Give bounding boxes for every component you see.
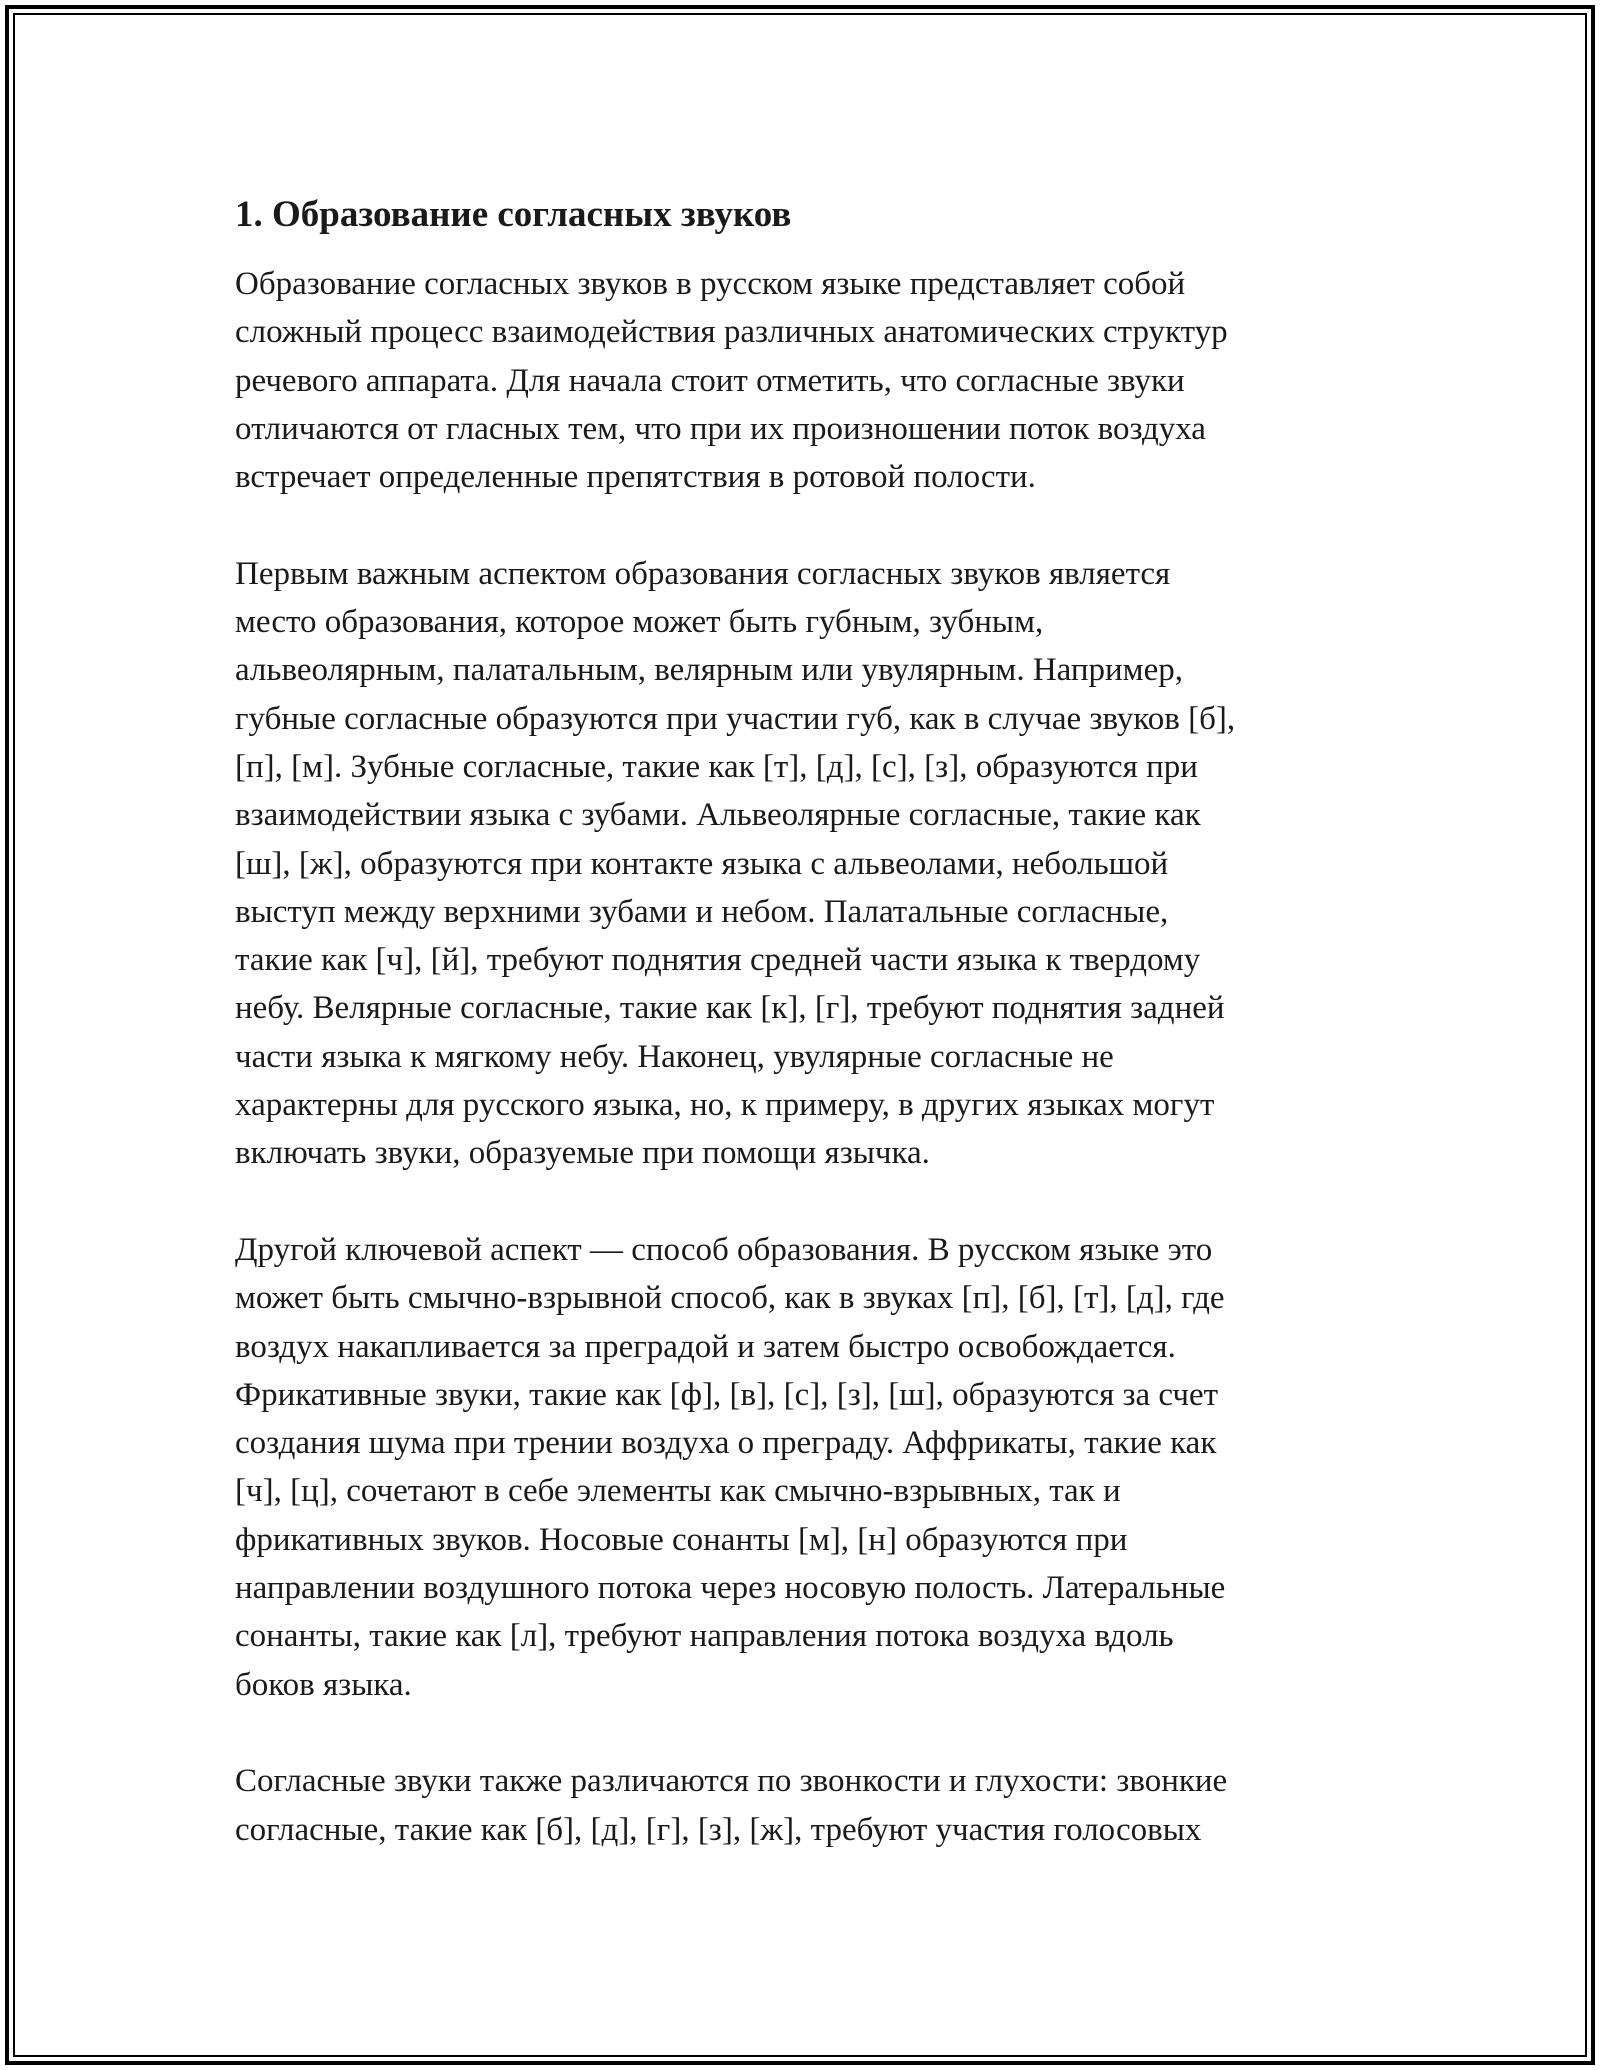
paragraph-2 <box>235 550 1365 1178</box>
text-line: взаимодействии языка с зубами. Альвеолярные согласные, такие как <box>235 797 1201 834</box>
text-line: фрикативных звуков. Носовые сонанты [м], [н] образуются при <box>235 1521 1128 1558</box>
text-line: части языка к мягкому небу. Наконец, увулярные согласные не <box>235 1038 1114 1075</box>
text-line: место образования, которое может быть губным, зубным, <box>235 604 1044 641</box>
text-line: отличаются от гласных тем, что при их произношении поток воздуха <box>235 410 1206 447</box>
text-line: встречает определенные препятствия в ротовой полости. <box>235 459 1036 496</box>
text-line: Согласные звуки также различаются по звонкости и глухости: звонкие <box>235 1763 1228 1800</box>
text-line: сонанты, такие как [л], требуют направления потока воздуха вдоль <box>235 1618 1174 1655</box>
text-line: [ш], [ж], образуются при контакте языка с альвеолами, небольшой <box>235 845 1169 882</box>
text-line: боков языка. <box>235 1666 412 1703</box>
paragraph-3 <box>235 1226 1365 1709</box>
text-line: Фрикативные звуки, такие как [ф], [в], [с], [з], [ш], образуются за счет <box>235 1376 1219 1413</box>
text-line: Первым важным аспектом образования согласных звуков является <box>235 555 1171 592</box>
text-line: выступ между верхними зубами и небом. Палатальные согласные, <box>235 893 1169 930</box>
text-line: губные согласные образуются при участии губ, как в случае звуков [б], <box>235 700 1236 737</box>
text-line: включать звуки, образуемые при помощи язычка. <box>235 1135 930 1172</box>
text-line: альвеолярным, палатальным, велярным или увулярным. Например, <box>235 652 1183 689</box>
text-line: [п], [м]. Зубные согласные, такие как [т], [д], [с], [з], образуются при <box>235 748 1198 785</box>
text-line: Другой ключевой аспект — способ образования. В русском языке это <box>235 1231 1213 1268</box>
text-line: сложный процесс взаимодействия различных анатомических структур <box>235 314 1228 351</box>
text-line: согласные, такие как [б], [д], [г], [з], [ж], требуют участия голосовых <box>235 1811 1202 1848</box>
text-line: направлении воздушного потока через носовую полость. Латеральные <box>235 1570 1226 1607</box>
text-line: [ч], [ц], сочетают в себе элементы как смычно-взрывных, так и <box>235 1473 1121 1510</box>
text-line: речевого аппарата. Для начала стоит отметить, что согласные звуки <box>235 362 1185 399</box>
paragraph-1 <box>235 260 1365 501</box>
document-body <box>235 185 1365 1902</box>
text-line: небу. Велярные согласные, такие как [к], [г], требуют поднятия задней <box>235 990 1225 1027</box>
text-line: воздух накапливается за преградой и затем быстро освобождается. <box>235 1328 1176 1365</box>
text-line: создания шума при трении воздуха о преграду. Аффрикаты, такие как <box>235 1425 1217 1462</box>
text-line: такие как [ч], [й], требуют поднятия средней части языка к твердому <box>235 942 1201 979</box>
text-line: характерны для русского языка, но, к примеру, в других языках могут <box>235 1087 1215 1124</box>
text-line: Образование согласных звуков в русском языке представляет собой <box>235 266 1186 302</box>
paragraph-4 <box>235 1757 1365 1854</box>
text-line: может быть смычно-взрывной способ, как в звуках [п], [б], [т], [д], где <box>235 1280 1225 1317</box>
section-heading: 1. Образование согласных звуков <box>235 194 792 235</box>
